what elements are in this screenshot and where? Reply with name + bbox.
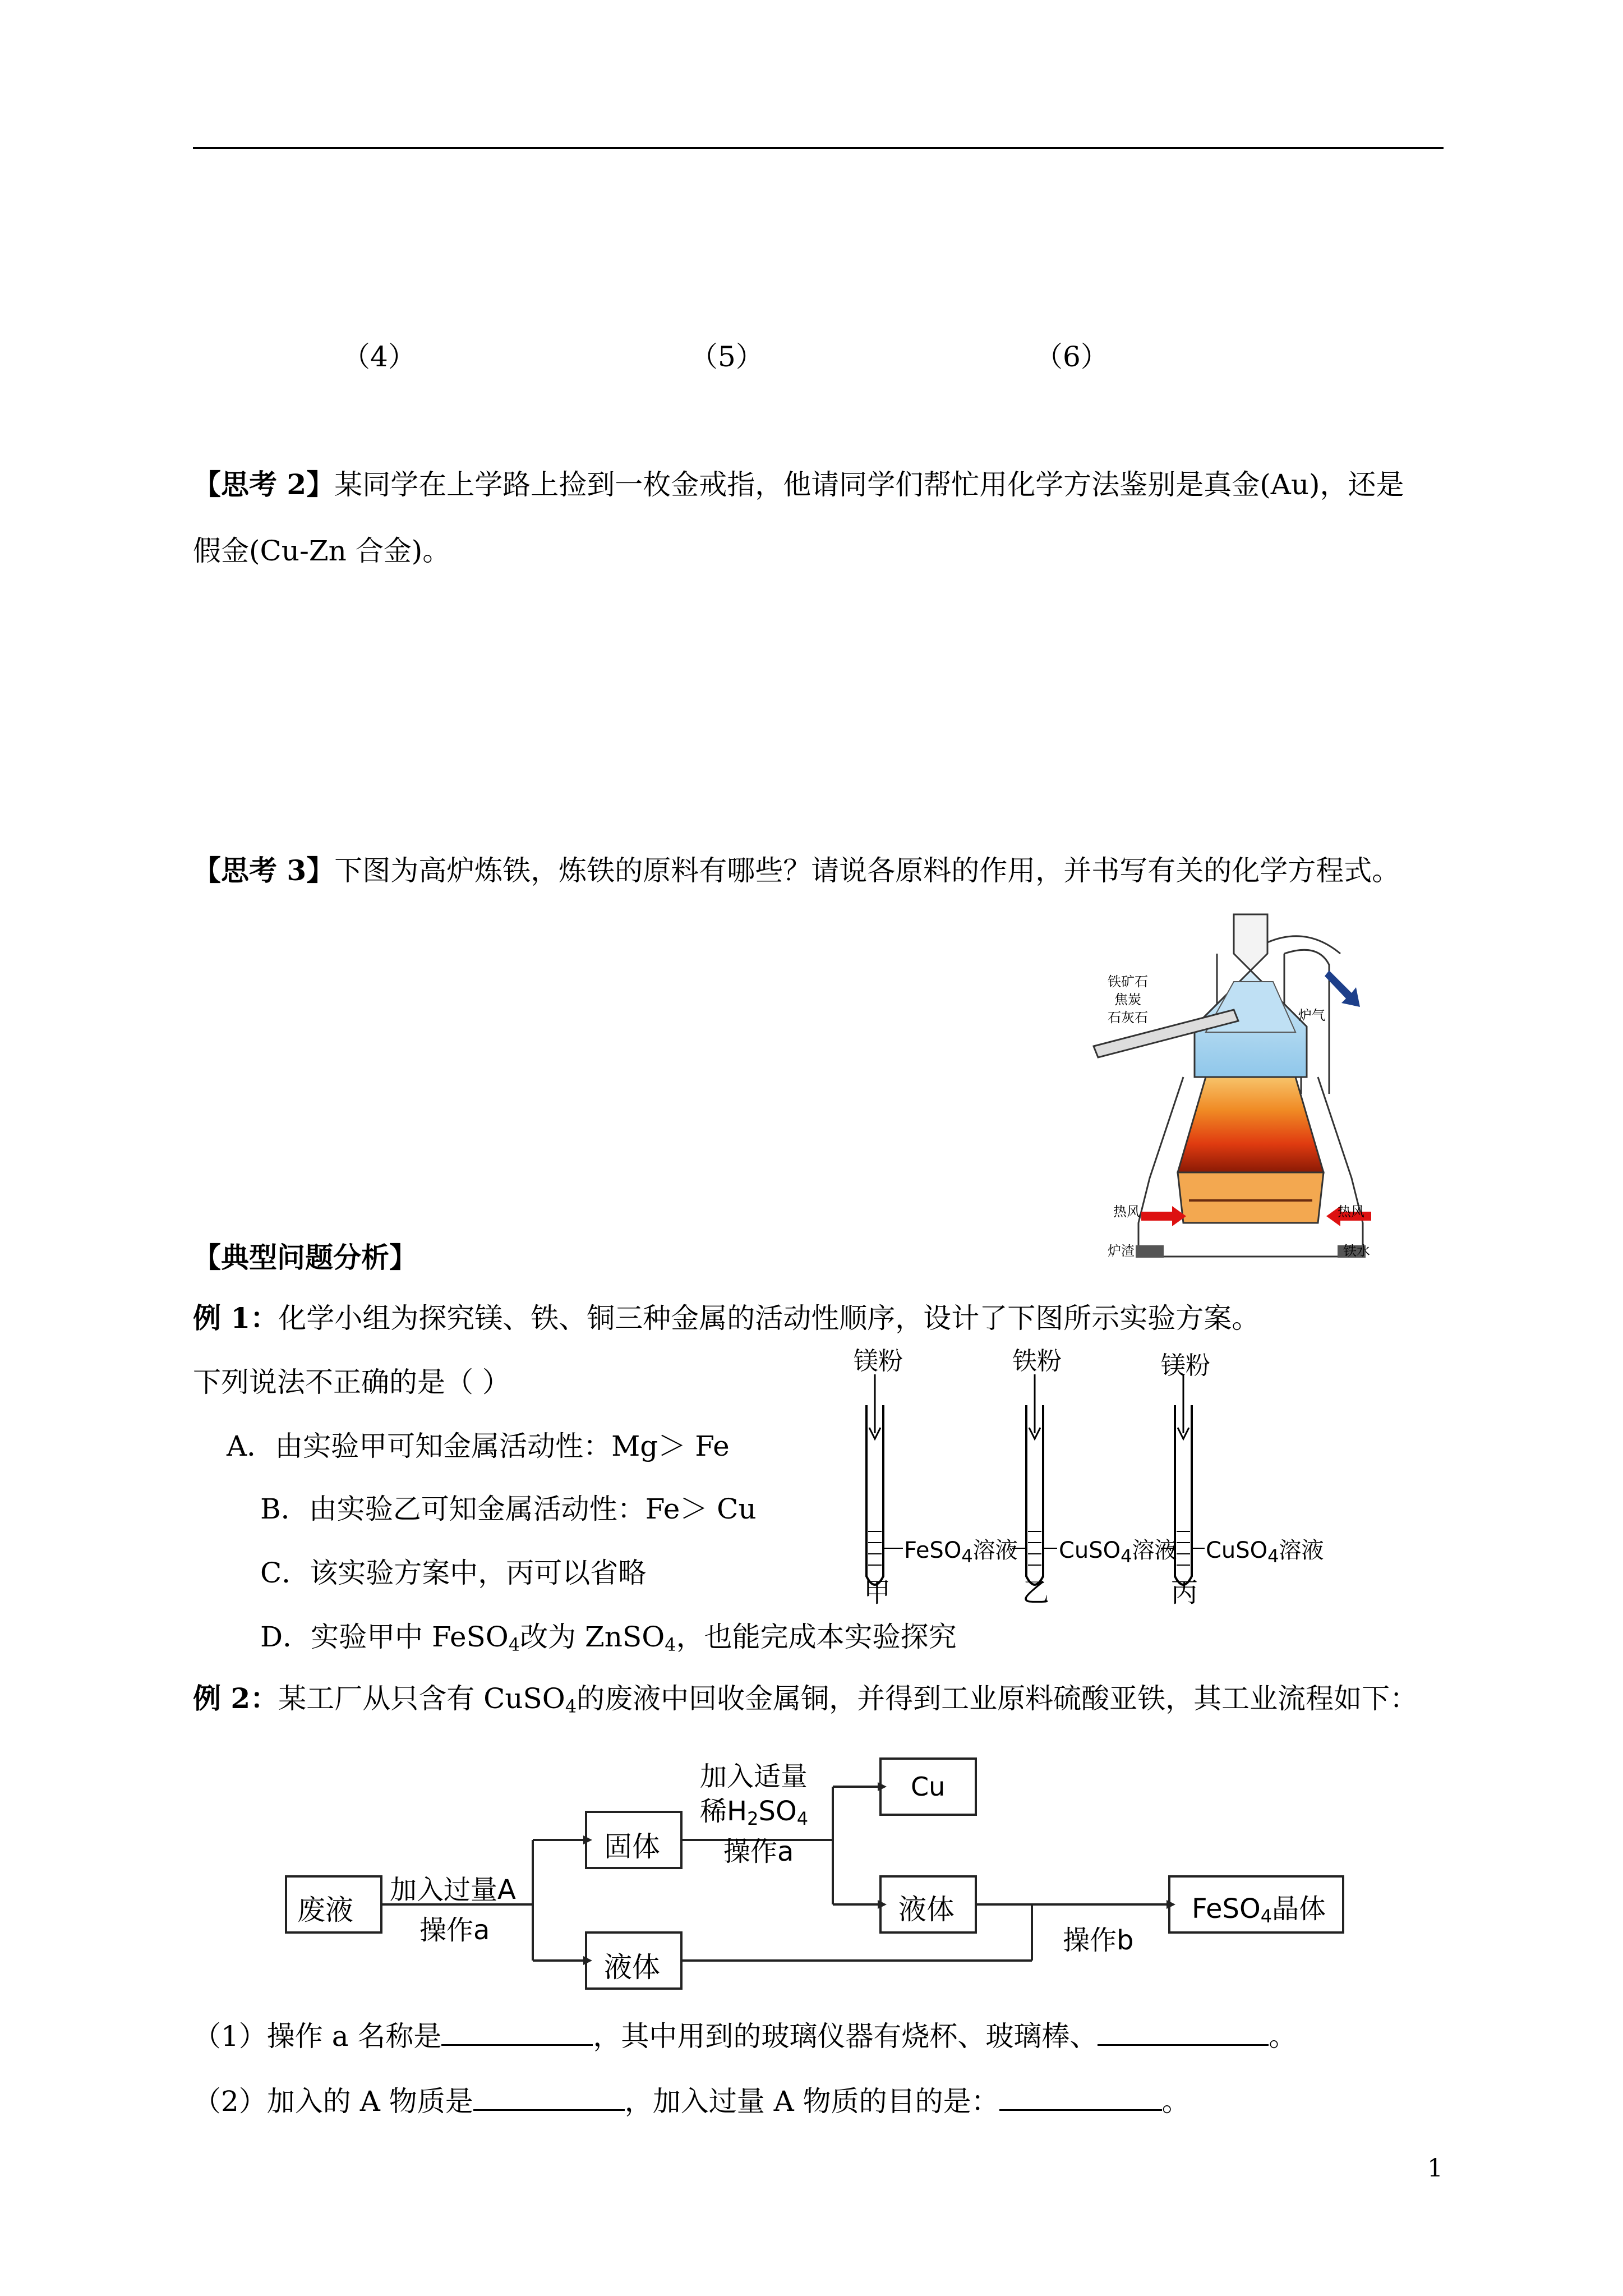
flow-acid-label-2-sub2: 4: [796, 1808, 809, 1829]
ex2-pre: 某工厂从只含有 CuSO: [278, 1682, 565, 1715]
furnace-label-hot-right: 热风: [1338, 1204, 1364, 1220]
label-4: （4）: [342, 341, 416, 373]
question-1-blank-2[interactable]: [1098, 2019, 1269, 2046]
think3-tag: 【思考 3】: [193, 854, 335, 887]
ex2-post: 的废液中回收金属铜，并得到工业原料硫酸亚铁，其工业流程如下：: [577, 1682, 1418, 1715]
tube-jia-powder: 镁粉: [854, 1347, 903, 1375]
question-1-blank-1[interactable]: [441, 2019, 593, 2046]
flow-acid-label-2: [700, 1789, 808, 1828]
tube-yi-solution-sub: 4: [1121, 1545, 1132, 1567]
question-2-c: 。: [1161, 2085, 1190, 2118]
question-2-blank-2[interactable]: [999, 2085, 1162, 2111]
furnace-label-iron: 铁水: [1343, 1243, 1370, 1259]
test-tubes-figure: [841, 1363, 1346, 1604]
think3-text: 下图为高炉炼铁，炼铁的原料有哪些？请说各原料的作用，并书写有关的化学方程式。: [334, 854, 1400, 887]
ex1-option-d-pre: D．实验甲中 FeSO: [260, 1621, 509, 1653]
flow-product: [1192, 1887, 1326, 1926]
ex1-option-d: [260, 1620, 957, 1654]
flow-liquid1: 液体: [604, 1951, 660, 1984]
tube-jia-solution-post: 溶液: [972, 1538, 1018, 1563]
ex1-option-c: C．该实验方案中，丙可以省略: [260, 1557, 647, 1589]
ex1-option-b: B．由实验乙可知金属活动性：Fe＞ Cu: [260, 1493, 757, 1525]
furnace-label-ore: 铁矿石: [1108, 974, 1148, 990]
question-2: [193, 2085, 1190, 2118]
question-2-blank-1[interactable]: [473, 2085, 625, 2111]
tube-jia: [866, 1374, 903, 1585]
tube-bing-solution-post: 溶液: [1279, 1538, 1324, 1563]
flow-cu: Cu: [911, 1772, 946, 1802]
think2-tag: 【思考 2】: [193, 468, 335, 501]
flow-acid-label-2-pre: 稀H: [700, 1796, 748, 1827]
flow-op-b-label: 操作b: [1063, 1925, 1134, 1956]
furnace-label-hot-left: 热风: [1113, 1204, 1140, 1220]
flow-liquid2: 液体: [898, 1893, 955, 1926]
furnace-label-slag: 炉渣: [1108, 1243, 1135, 1259]
tube-yi-powder: 铁粉: [1012, 1347, 1062, 1375]
furnace-label-coke: 焦炭: [1114, 992, 1141, 1007]
question-1-b: ，其中用到的玻璃仪器有烧杯、玻璃棒、: [593, 2020, 1098, 2053]
flow-acid-label-1: 加入适量: [700, 1761, 808, 1792]
question-2-b: ，加入过量 A 物质的目的是：: [624, 2085, 999, 2118]
flow-product-pre: FeSO: [1192, 1893, 1261, 1925]
furnace-label-limestone: 石灰石: [1108, 1010, 1148, 1025]
flow-product-sub: 4: [1260, 1906, 1272, 1927]
label-5: （5）: [690, 341, 764, 373]
ex2-sub: 4: [565, 1696, 577, 1717]
ex2-tag: 例 2：: [193, 1682, 279, 1715]
ex1-option-d-sub1: 4: [508, 1634, 520, 1655]
ex1-line: [193, 1301, 1260, 1335]
tube-bing-solution-pre: CuSO: [1206, 1538, 1268, 1563]
section-title: 【典型问题分析】: [193, 1241, 417, 1274]
question-1-c: 。: [1269, 2020, 1297, 2053]
ex1-option-d-sub2: 4: [665, 1634, 676, 1655]
tube-bing-name: 丙: [1171, 1577, 1198, 1608]
ex2-line: [193, 1682, 1418, 1715]
tube-yi: [1012, 1374, 1057, 1585]
ex1-option-d-mid: 改为 ZnSO: [520, 1621, 665, 1653]
flow-chart-lines: [275, 1739, 1368, 1991]
page-number: 1: [1427, 2154, 1443, 2183]
think3-line: [193, 854, 1400, 887]
furnace-label-gas: 炉气: [1298, 1007, 1325, 1023]
question-2-a: （2）加入的 A 物质是: [193, 2085, 473, 2118]
ex1-option-d-post: ，也能完成本实验探究: [676, 1621, 957, 1653]
label-6: （6）: [1035, 341, 1109, 373]
tube-jia-name: 甲: [864, 1577, 891, 1608]
think2-text1: 某同学在上学路上捡到一枚金戒指，他请同学们帮忙用化学方法鉴别是真金(Au)，还是: [334, 468, 1404, 501]
tube-bing-powder: 镁粉: [1161, 1351, 1210, 1380]
tube-jia-solution-sub: 4: [961, 1545, 973, 1567]
tube-bing-solution-sub: 4: [1267, 1545, 1279, 1567]
flow-acid-label-2-mid: SO: [758, 1796, 797, 1827]
flow-acid-label-3: 操作a: [723, 1836, 794, 1867]
tube-yi-name: 乙: [1022, 1577, 1050, 1608]
flow-solid: 固体: [604, 1830, 660, 1863]
tube-jia-solution-pre: FeSO: [904, 1538, 962, 1563]
flow-waste: 废液: [297, 1894, 353, 1926]
question-1-a: （1）操作 a 名称是: [193, 2020, 442, 2053]
tube-yi-solution-pre: CuSO: [1059, 1538, 1121, 1563]
ex1-question: 下列说法不正确的是（ ）: [193, 1366, 510, 1398]
tube-jia-solution: [904, 1533, 1018, 1565]
ex1-option-a: A．由实验甲可知金属活动性：Mg＞ Fe: [227, 1430, 730, 1462]
flow-arrow-a-label-2: 操作a: [419, 1915, 490, 1946]
flow-arrow-a-label-1: 加入过量A: [390, 1874, 516, 1906]
flow-product-post: 晶体: [1272, 1893, 1326, 1925]
flow-acid-label-2-sub1: 2: [747, 1808, 759, 1829]
tube-yi-solution: [1059, 1533, 1177, 1565]
question-1: [193, 2019, 1297, 2053]
think2-line1: [193, 468, 1404, 501]
tube-bing-solution: [1206, 1533, 1324, 1565]
tube-yi-solution-post: 溶液: [1132, 1538, 1177, 1563]
header-rule: [193, 147, 1444, 149]
ex1-text: 化学小组为探究镁、铁、铜三种金属的活动性顺序，设计了下图所示实验方案。: [278, 1302, 1260, 1335]
think2-line2: 假金(Cu-Zn 合金)。: [193, 535, 451, 567]
ex1-tag: 例 1：: [193, 1301, 279, 1335]
